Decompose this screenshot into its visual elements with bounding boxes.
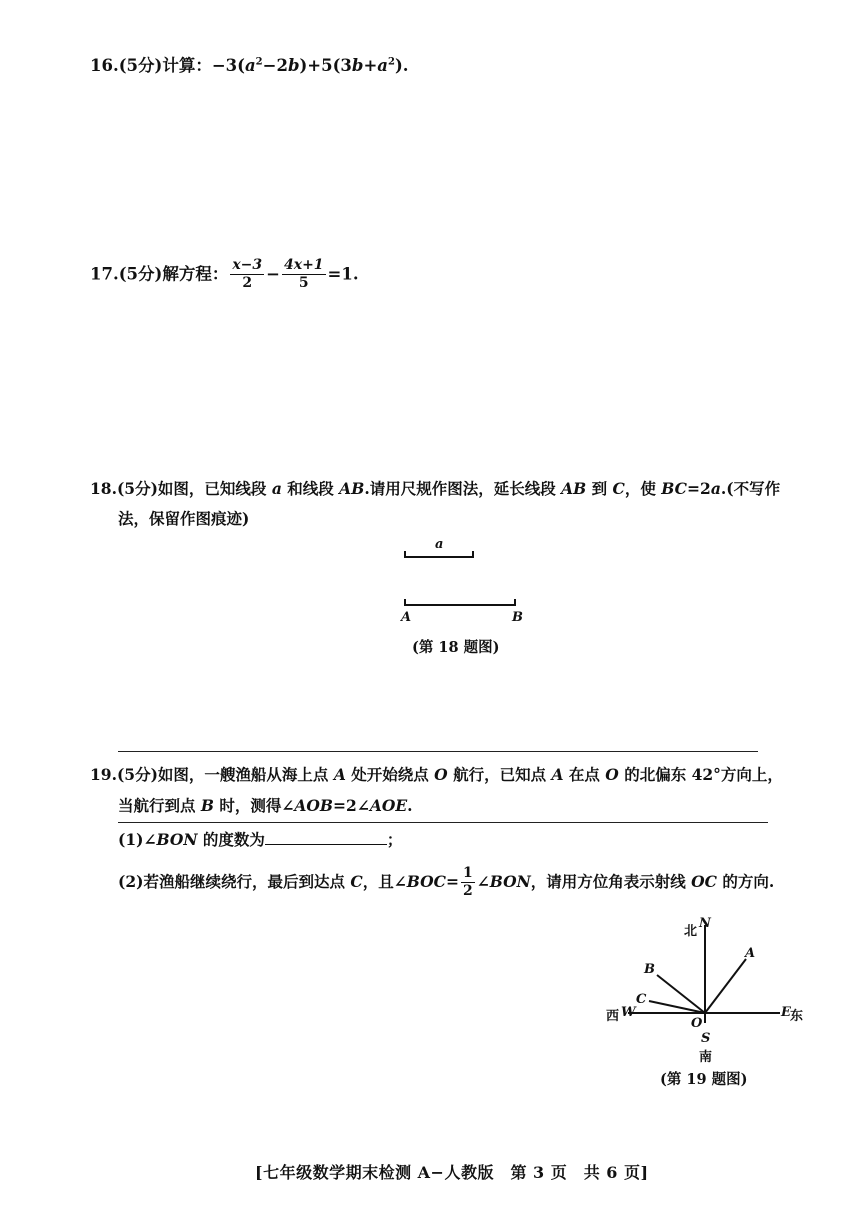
question-number: 19. bbox=[90, 765, 117, 784]
label-point-C: C bbox=[636, 992, 647, 1007]
question-score: (5分) bbox=[116, 765, 158, 784]
fraction-2: $\frac{4x+1}{5}$ bbox=[283, 257, 324, 292]
figure-19-caption: (第 19 题图) bbox=[660, 1071, 748, 1088]
separator-line bbox=[118, 751, 758, 752]
label-point-B: B bbox=[512, 610, 523, 625]
label-a: a bbox=[435, 537, 444, 552]
label-east-cn: 东 bbox=[790, 1009, 804, 1024]
label-north: N bbox=[699, 916, 711, 931]
label-point-A: A bbox=[401, 610, 412, 625]
fraction-1: $\frac{x-3}{2}$ bbox=[232, 257, 263, 292]
label-south-cn: 南 bbox=[699, 1050, 713, 1065]
figure-19-compass bbox=[600, 915, 820, 1045]
question-16: 16.(5分)计算：$-3(a^2-2b)+5(3b+a^2)$. bbox=[90, 56, 409, 75]
question-number: 18. bbox=[90, 479, 117, 498]
question-score: (5分) bbox=[118, 264, 163, 284]
ray-oa bbox=[705, 959, 746, 1013]
question-19-part-1: (1)∠BON 的度数为 ； bbox=[118, 830, 403, 849]
question-17: 17.(5分)解方程： $\frac{x-3}{2}$ − $\frac{4x+1}{5}$ =1. bbox=[90, 257, 359, 292]
label-east: E bbox=[781, 1005, 791, 1020]
separator-line bbox=[118, 822, 768, 823]
answer-blank[interactable] bbox=[265, 830, 387, 845]
fraction-half: $\frac{1}{2}$ bbox=[462, 865, 473, 900]
label-origin: O bbox=[691, 1016, 703, 1031]
question-18-line-2: 法，保留作图痕迹) bbox=[118, 509, 250, 528]
question-18-line-1: 18.(5分)如图，已知线段 a 和线段 AB.请用尺规作图法，延长线段 AB 到 C，使 BC=2a.(不写作 bbox=[90, 479, 781, 498]
figure-18-caption: (第 18 题图) bbox=[412, 639, 500, 656]
question-19-part-2: (2)若渔船继续绕行，最后到达点 C，且∠BOC= $\frac{1}{2}$ ∠BON，请用方位角表示射线 OC 的方向. bbox=[118, 865, 775, 900]
label-point-A: A bbox=[745, 946, 756, 961]
label-point-B: B bbox=[644, 962, 655, 977]
label-north-cn: 北 bbox=[684, 924, 698, 939]
label-west-cn: 西 bbox=[606, 1009, 620, 1024]
question-number: 17. bbox=[90, 264, 119, 284]
question-19-line-2: 当航行到点 B 时，测得∠AOB=2∠AOE. bbox=[118, 796, 413, 815]
label-west: W bbox=[621, 1005, 636, 1020]
label-south: S bbox=[701, 1031, 711, 1046]
question-19-line-1: 19.(5分)如图，一艘渔船从海上点 A 处开始绕点 O 航行，已知点 A 在点 O 的北偏东 42°方向上， bbox=[90, 765, 783, 784]
question-number: 16. bbox=[90, 56, 119, 75]
question-score: (5分) bbox=[116, 479, 158, 498]
question-score: (5分) bbox=[118, 56, 163, 75]
page-footer: [七年级数学期末检测 A−人教版 第 3 页 共 6 页] bbox=[255, 1163, 649, 1182]
